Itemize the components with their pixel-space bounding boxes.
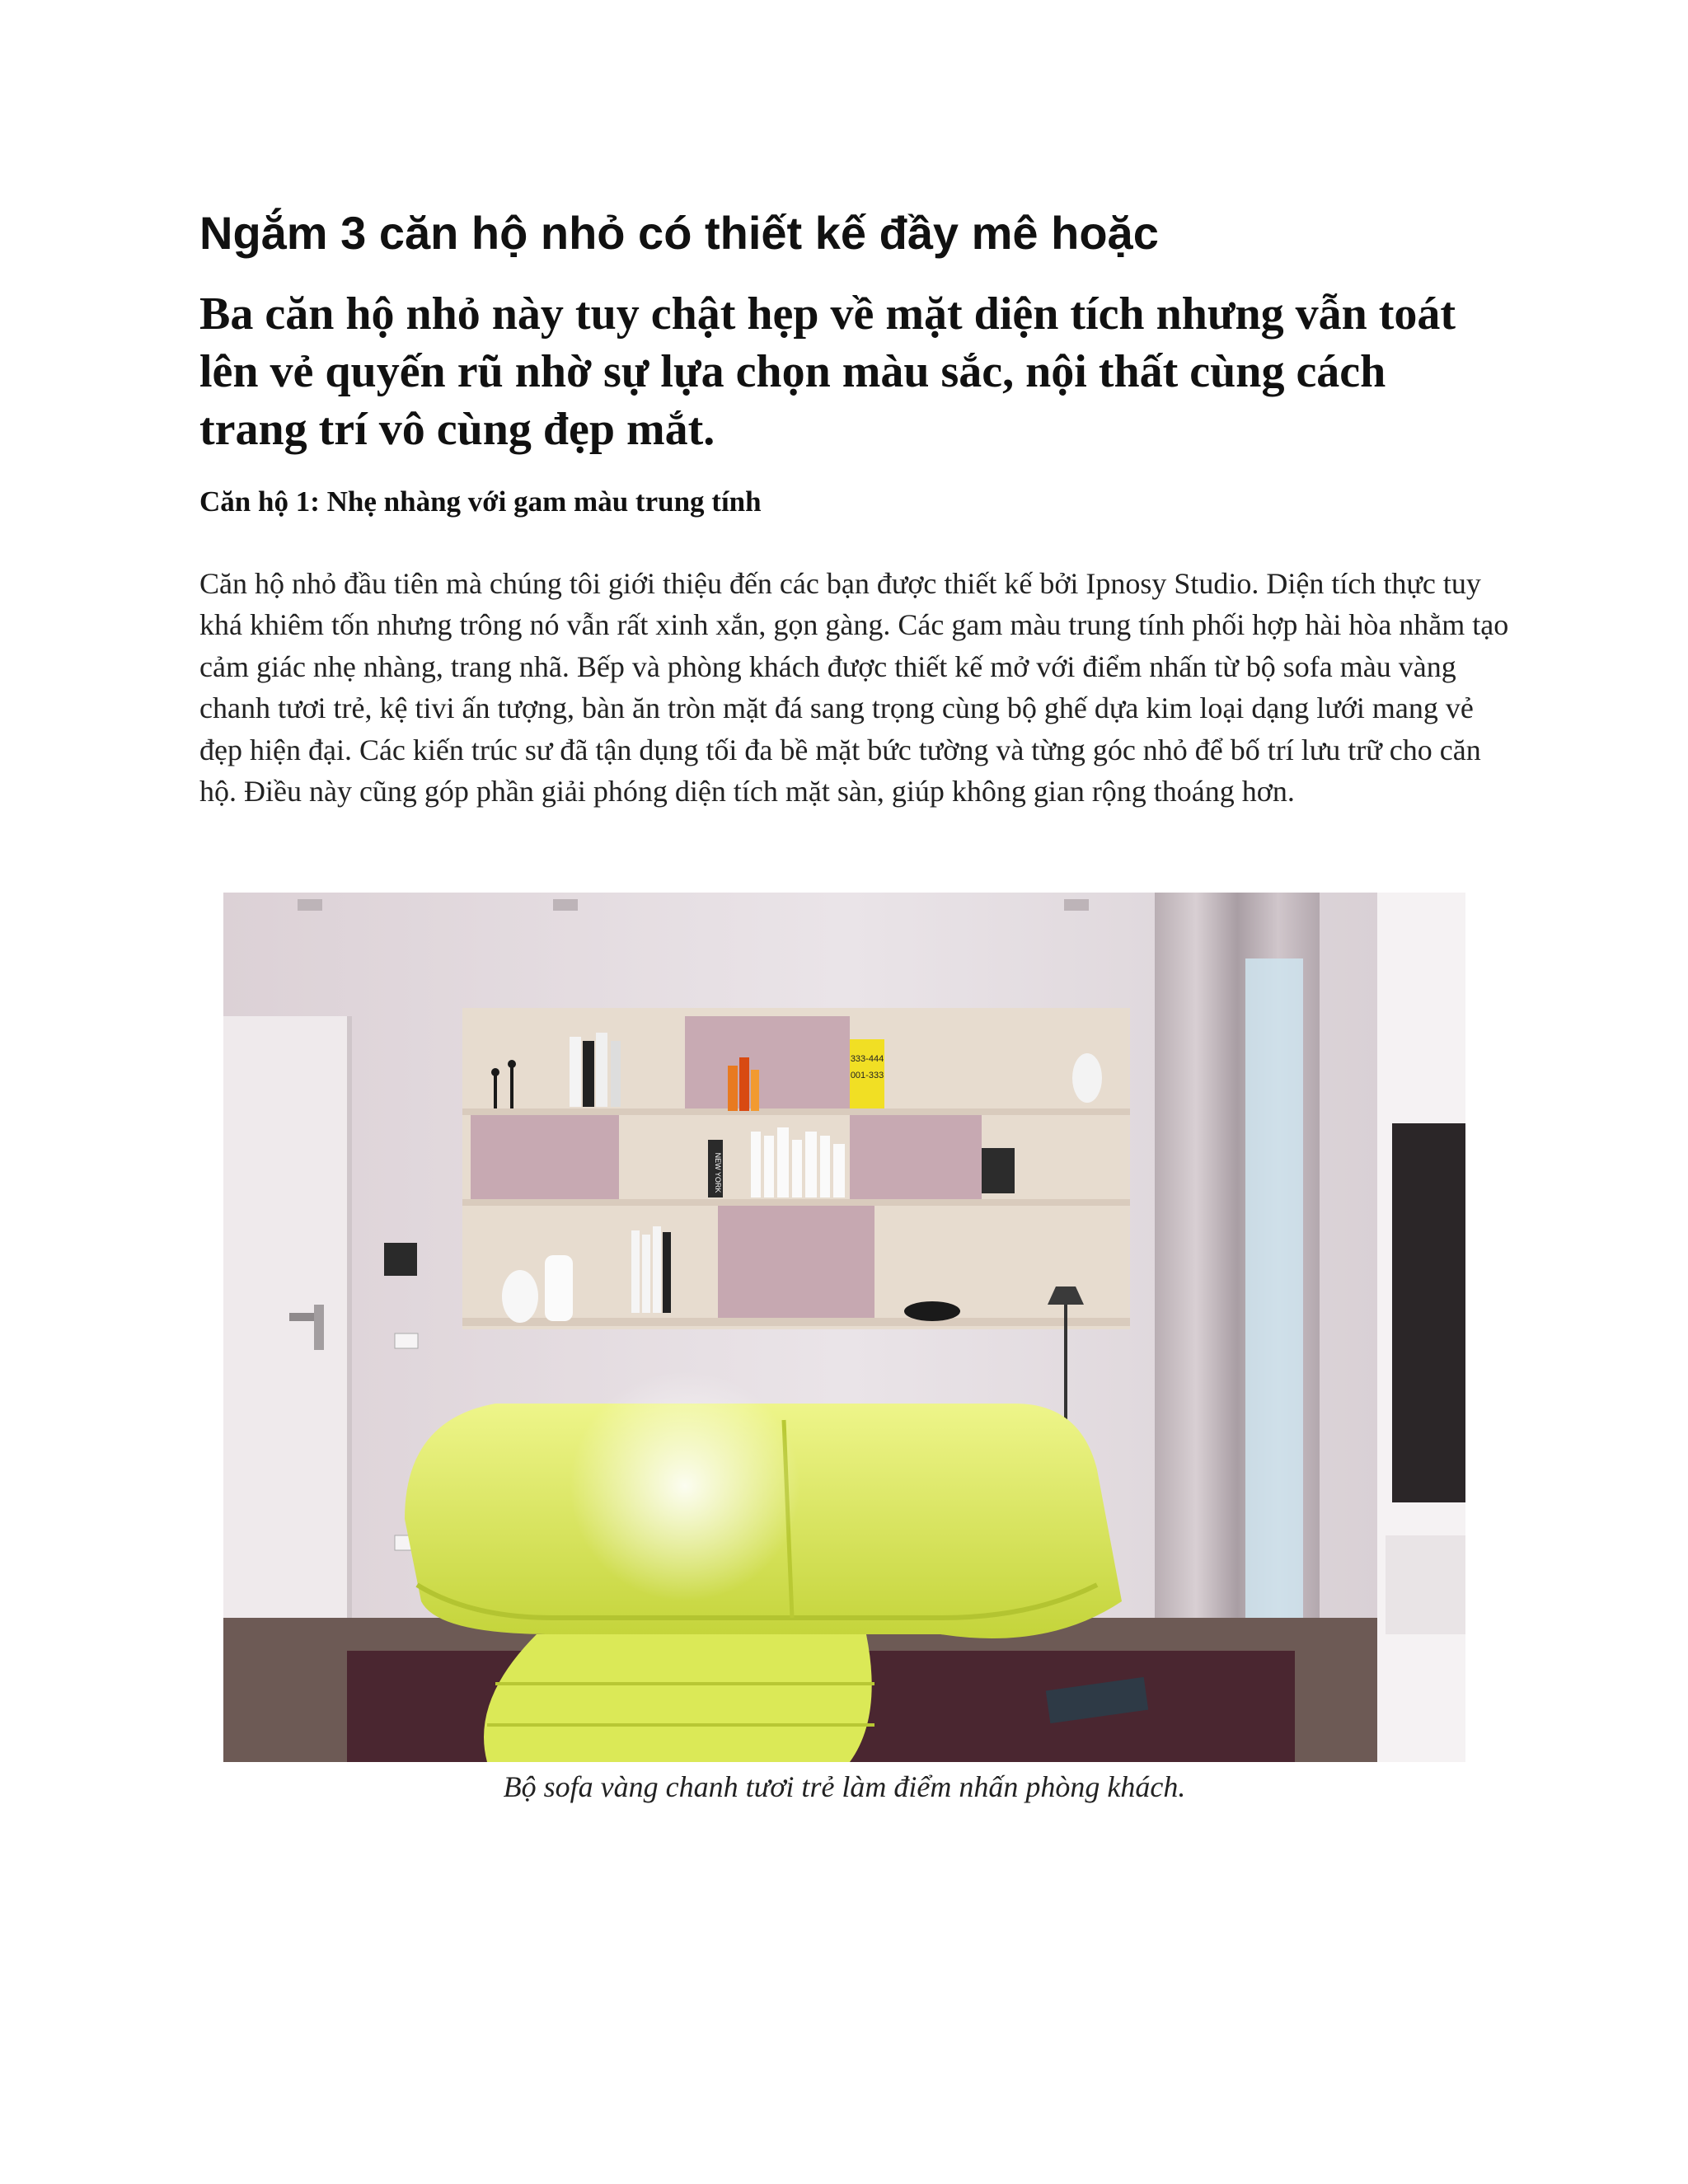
living-room-photo — [223, 893, 1465, 1762]
wall-shelf — [462, 1008, 1130, 1329]
photo-caption: Bộ sofa vàng chanh tươi trẻ làm điểm nhấn phòng khách. — [503, 1770, 1186, 1803]
article-subtitle: Ba căn hộ nhỏ này tuy chật hẹp về mặt diện tích nhưng vẫn toát lên vẻ quyến rũ nhờ sự lựa chọn màu sắc, nội thất cùng cách trang trí vô cùng đẹp mắt. — [199, 288, 1456, 455]
sign-line-1: 333-444 — [850, 1054, 884, 1064]
door — [223, 1016, 352, 1659]
section-heading: Căn hộ 1: Nhẹ nhàng với gam màu trung tính — [199, 485, 762, 518]
article-title: Ngắm 3 căn hộ nhỏ có thiết kế đầy mê hoặc — [199, 207, 1159, 259]
tv-wall — [1377, 893, 1465, 1762]
sign-line-2: 001-333 — [850, 1071, 884, 1080]
body-paragraph: Căn hộ nhỏ đầu tiên mà chúng tôi giới thiệu đến các bạn được thiết kế bởi Ipnosy Studio. Diện tích thực tuy khá khiêm tốn nhưng trông nó vẫn rất xinh xắn, gọn gàng. Các gam màu trung tính phối hợp hài hòa nhằm tạo cảm giác nhẹ nhàng, trang nhã. Bếp và phòng khách được thiết kế mở với điểm nhấn từ bộ sofa màu vàng chanh tươi trẻ, kệ tivi ấn tượng, bàn ăn tròn mặt đá sang trọng cùng bộ ghế dựa kim loại dạng lưới mang vẻ đẹp hiện đại. Các kiến trúc sư đã tận dụng tối đa bề mặt bức tường và từng góc nhỏ để bố trí lưu trữ cho căn hộ. Điều này cũng góp phần giải phóng diện tích mặt sàn, giúp không gian rộng thoáng hơn. — [199, 567, 1509, 808]
book-spine: NEW YORK — [714, 1152, 722, 1193]
